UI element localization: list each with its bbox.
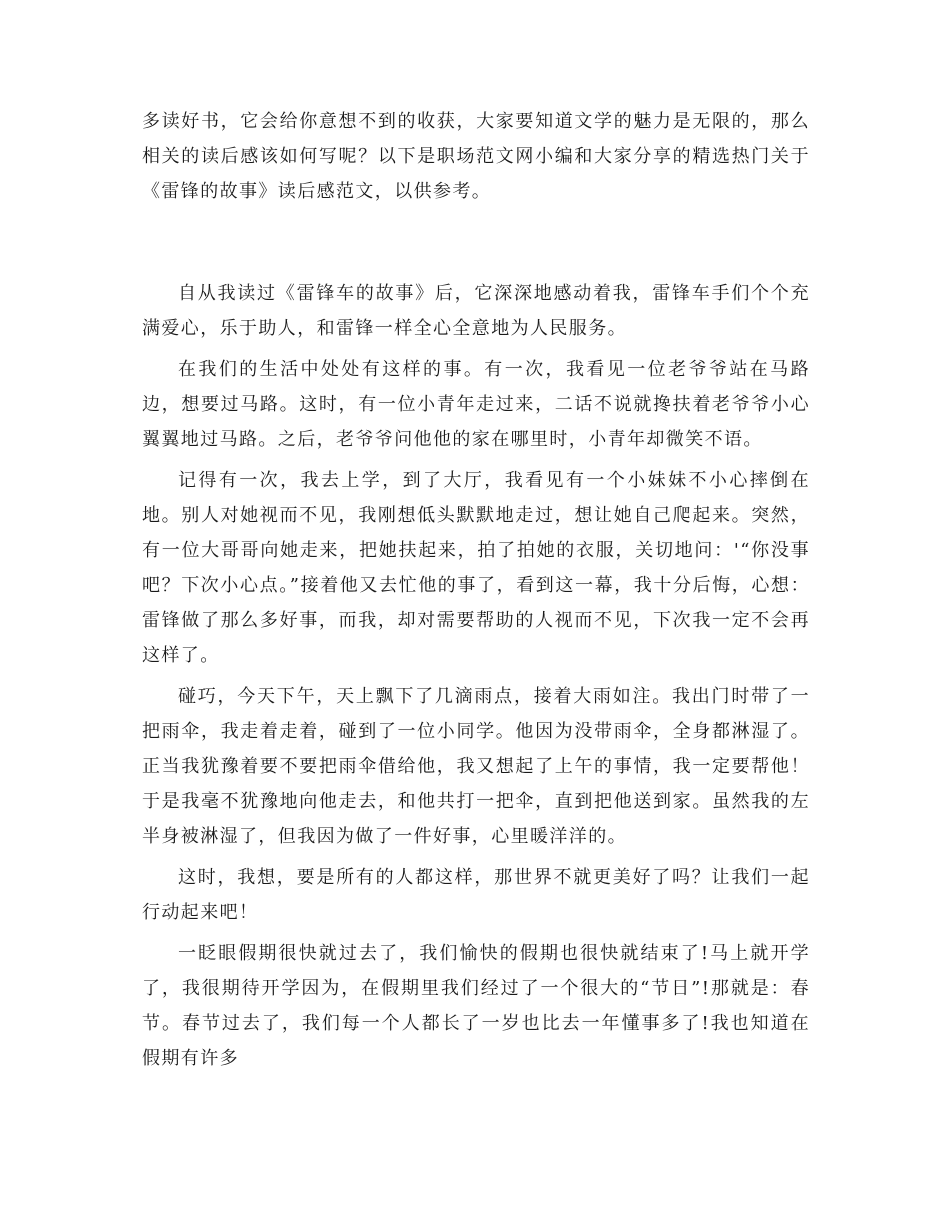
- body-paragraph-4: 碰巧，今天下午，天上飘下了几滴雨点，接着大雨如注。我出门时带了一把雨伞，我走着走着，碰到了一位小同学。他因为没带雨伞，全身都淋湿了。正当我犹豫着要不要把雨伞借给他，我又想起了上午的事情，我一定要帮他！于是我毫不犹豫地向他走去，和他共打一把伞，直到把他送到家。虽然我的左半身被淋湿了，但我因为做了一件好事，心里暖洋洋的。: [142, 686, 810, 847]
- body-paragraph-5: 这时，我想，要是所有的人都这样，那世界不就更美好了吗？让我们一起行动起来吧！: [142, 867, 810, 923]
- document-body: [142, 104, 810, 1082]
- intro-paragraph: 多读好书，它会给你意想不到的收获，大家要知道文学的魅力是无限的，那么相关的读后感该如何写呢？以下是职场范文网小编和大家分享的精选热门关于《雷锋的故事》读后感范文，以供参考。: [142, 111, 810, 202]
- body-paragraph-2: 在我们的生活中处处有这样的事。有一次，我看见一位老爷爷站在马路边，想要过马路。这时，有一位小青年走过来，二话不说就搀扶着老爷爷小心翼翼地过马路。之后，老爷爷问他他的家在哪里时，小青年却微笑不语。: [142, 359, 810, 450]
- body-paragraph-6: 一眨眼假期很快就过去了，我们愉快的假期也很快就结束了!马上就开学了，我很期待开学因为，在假期里我们经过了一个很大的“节日”!那就是：春节。春节过去了，我们每一个人都长了一岁也比去一年懂事多了!我也知道在假期有许多: [142, 943, 810, 1069]
- body-paragraph-1: 自从我读过《雷锋车的故事》后，它深深地感动着我，雷锋车手们个个充满爱心，乐于助人，和雷锋一样全心全意地为人民服务。: [142, 283, 810, 339]
- body-paragraph-3: 记得有一次，我去上学，到了大厅，我看见有一个小妹妹不小心摔倒在地。别人对她视而不见，我刚想低头默默地走过，想让她自己爬起来。突然，有一位大哥哥向她走来，把她扶起来，拍了拍她的衣服，关切地问：'“你没事吧？下次小心点。”接着他又去忙他的事了，看到这一幕，我十分后悔，心想：雷锋做了那么多好事，而我，却对需要帮助的人视而不见，下次我一定不会再这样了。: [142, 470, 810, 666]
